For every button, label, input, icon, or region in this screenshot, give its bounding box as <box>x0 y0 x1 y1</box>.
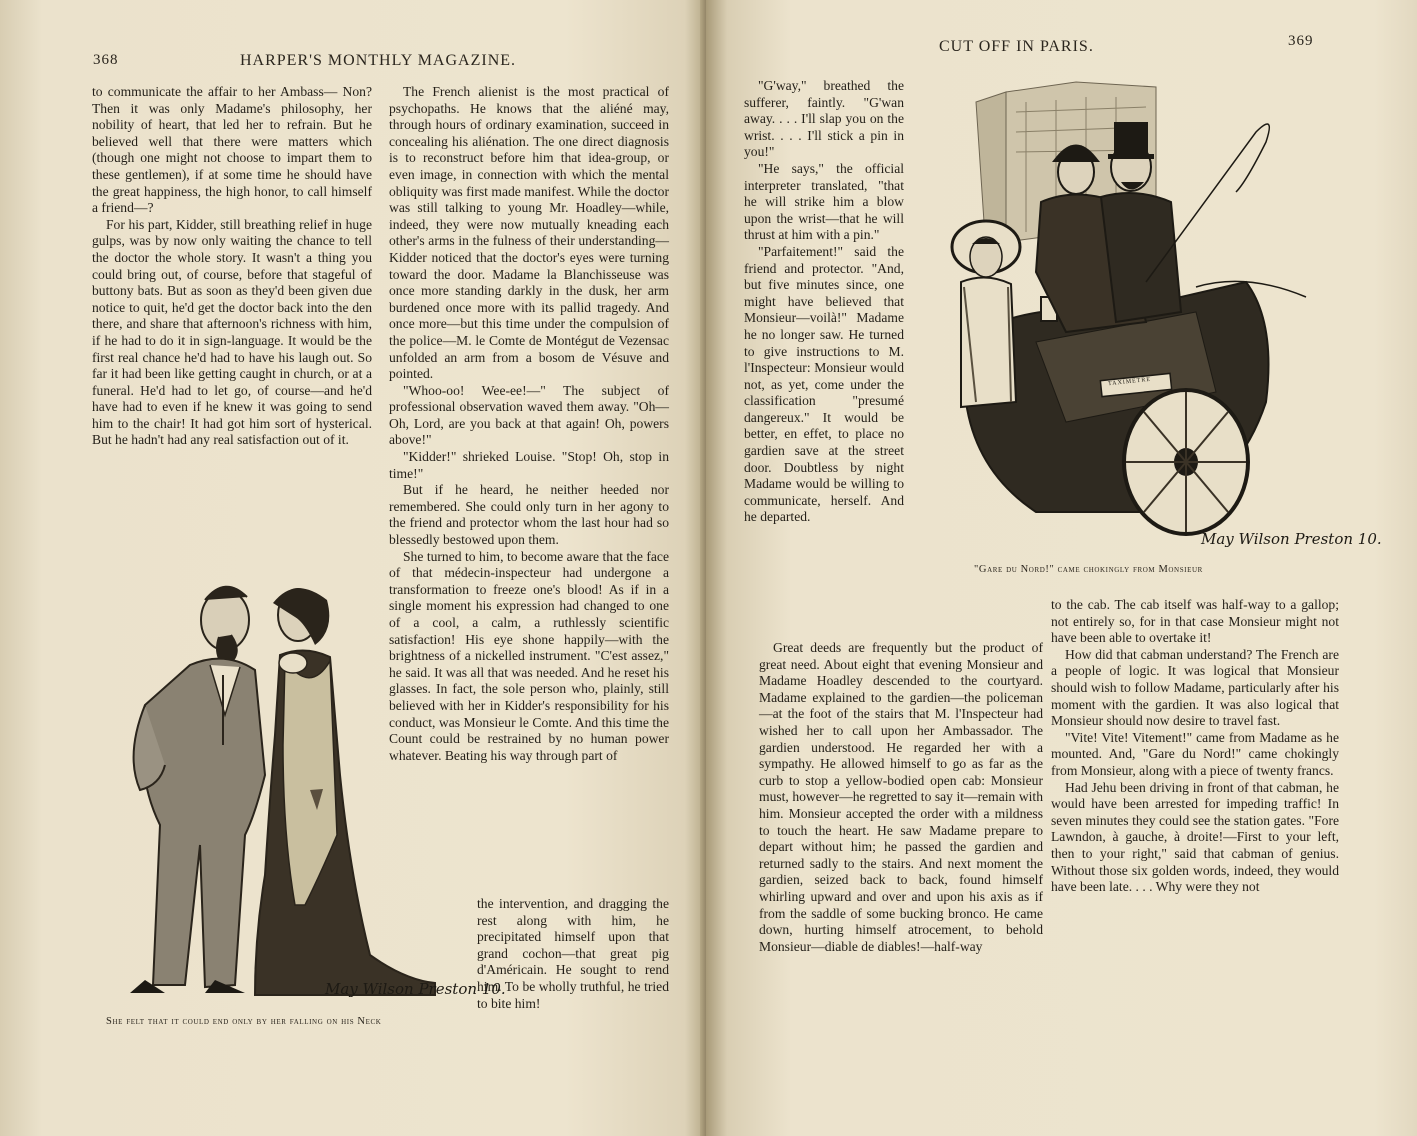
cab-illustration <box>916 72 1336 552</box>
paragraph: But if he heard, he neither heeded nor remembered. She could only turn in her agony to the friend and protector whom the last hour had so blessedly bestowed upon them. <box>389 482 669 548</box>
page-number-right: 369 <box>1288 33 1314 49</box>
paragraph: For his part, Kidder, still breathing relief in huge gulps, was by now only waiting the chance to tell the doctor the whole story. It wasn't a thing you could bring out, of course, before that stageful of buttony bats. But as soon as they'd been given due notice to quit, he'd get the doctor back into the den there, and share that afternoon's richness with him, if he had to do it in sign-language. It would be the first real chance he'd had to have his laugh out. So far it had been like getting caught in church, or at a funeral. He'd had to let go, of course—and he'd have had to even if he knew it was going to send him to the chair! It had got him sort of hysterical. But he hadn't had any real satisfaction out of it. <box>92 216 372 448</box>
running-head-left: HARPER'S MONTHLY MAGAZINE. <box>240 52 517 69</box>
taximeter-label: TAXIMETRE <box>1107 376 1152 388</box>
paragraph: to the cab. The cab itself was half-way to a gallop; not entirely so, for in that case Monsieur might not have been able to overtake it! <box>1051 597 1339 646</box>
paragraph: "Parfaitement!" said the friend and protector. "And, but five minutes since, one might have believed that Monsieur—voilà!" Madame he no longer saw. He turned to give instructions to M. l'Inspecteur: Monsieur would not, as yet, come under the classification "presumé dangereux." It would be better, en effet, to place no gardien save at the street door. Doubtless by night Madame would be willing to communicate, herself. And he departed. <box>744 243 904 525</box>
paragraph: "Whoo-oo! Wee-ee!—" The subject of professional observation waved them away. "Oh— Oh, Lord, are you back at that again! Oh, powers above!" <box>389 382 669 448</box>
paragraph: The French alienist is the most practical of psychopaths. He knows that the aliéné may, through hours of ordinary examination, succeed in concealing his aliénation. The one direct diagnosis is to reconstruct before him that idea-group, or even image, in connection with which the mental obliquity was first made manifest. While the doctor was still talking to young Mr. Hoadley—while, indeed, they were now mutually kneading each other's arms in the fulness of their understanding—Kidder noticed that the doctor's eyes were turning toward the door. Madame la Blanchisseuse was once more standing darkly in the dusk, her arm burdened once more with its pallid tragedy. And once more—but this time under the compulsion of the police—M. le Comte de Montégut de Vezensac unfolded an arm from a bosom de Vésuve and pointed. <box>389 84 669 382</box>
paragraph: She turned to him, to become aware that the face of that médecin-inspecteur had undergone a transformation to freeze one's blood! As if in a single moment his expression had changed to one of a cool, a calm, a ruthlessly scientific satisfaction! His eye shone happily—with the brightness of a nickelled instrument. "C'est assez," he said. It was all that was needed. And he reset his glasses. In fact, the sole person who, plainly, still believed with her in Kidder's responsibility for his conduct, was Monsieur le Comte. And this time the Count could be restrained by no human power whatever. Beating his way through part of <box>389 548 669 763</box>
paragraph: Had Jehu been driving in front of that cabman, he would have been arrested for impeding traffic! In seven minutes they could see the station gates. "Fore Lawndon, à gauche, à droite!—First to your left, then to your right," said that cabman of genius. Without those six golden words, indeed, they would have been late. . . . Why were they not <box>1051 779 1339 895</box>
paragraph: "He says," the official interpreter translated, "that he will strike him a blow upon the wrist—that he will thrust at him with a pin." <box>744 160 904 243</box>
paragraph: the intervention, and dragging the rest along with him, he precipitated himself upon that grand cochon—that great pig d'Américain. He sought to rend him. To be wholly truthful, he tried to bite him! <box>477 896 669 1011</box>
paragraph: "Vite! Vite! Vitement!" came from Madame as he mounted. And, "Gare du Nord!" came chokingly from Monsieur, along with a piece of twenty francs. <box>1051 729 1339 778</box>
illustration-caption-right: "Gare du Nord!" came chokingly from Monsieur <box>974 564 1203 575</box>
right-page <box>706 0 1417 1136</box>
paragraph: to communicate the affair to her Ambass— Non? Then it was only Madame's philosophy, her nobility of heart, that led her to refrain. But he believed well that there were matters which (though one might not choose to impart them to these gentlemen), if at some time he should have the great happiness, the high honor, to call himself a friend—? <box>92 84 372 216</box>
right-column-1-top <box>744 78 904 526</box>
paragraph: Great deeds are frequently but the product of great need. About eight that evening Monsieur and Madame Hoadley descended to the courtyard. Madame explained to the gardien—the policeman—at the foot of the stairs that M. l'Inspecteur had wished her to call upon her Ambassador. The gardien understood. He regarded her with a sympathy. He allowed himself to go as far as the curb to stop a yellow-bodied open cab: Monsieur must, however—he regretted to say it—remain with him. Monsieur accepted the order with a mildness to touch the heart. He saw Madame prepare to depart without him; he passed the gardien and returned sadly to the stairs. And next moment the gardien, seized back to back, found himself whirling upward and over and upon his axis as if from the saddle of some bucking bronco. He came down, hurting himself atrocement, to behold Monsieur—diable de diables!—half-way <box>759 640 1043 954</box>
illustration-caption-left: She felt that it could end only by her falling on his Neck <box>106 1016 382 1027</box>
paragraph: "Kidder!" shrieked Louise. "Stop! Oh, stop in time!" <box>389 449 669 481</box>
paragraph: How did that cabman understand? The French are a people of logic. It was logical that Monsieur should wish to follow Madame, particularly after his moment with the gardien. It was also logical that Monsieur should now desire to travel fast. <box>1051 646 1339 729</box>
paragraph: "G'way," breathed the sufferer, faintly. "G'wan away. . . . I'll slap you on the wrist. . . . I'll stick a pin in you!" <box>744 78 904 160</box>
left-page <box>0 0 706 1136</box>
right-column-1-bottom <box>759 640 1043 955</box>
running-head-right: CUT OFF IN PARIS. <box>939 38 1094 55</box>
illustration-signature-left: May Wilson Preston 10. <box>325 980 506 998</box>
right-column-2 <box>1051 597 1339 896</box>
left-column-1 <box>92 84 372 449</box>
illustration-signature-right: May Wilson Preston 10. <box>1201 530 1382 548</box>
page-number-left: 368 <box>93 52 119 68</box>
couple-illustration <box>105 575 465 1005</box>
